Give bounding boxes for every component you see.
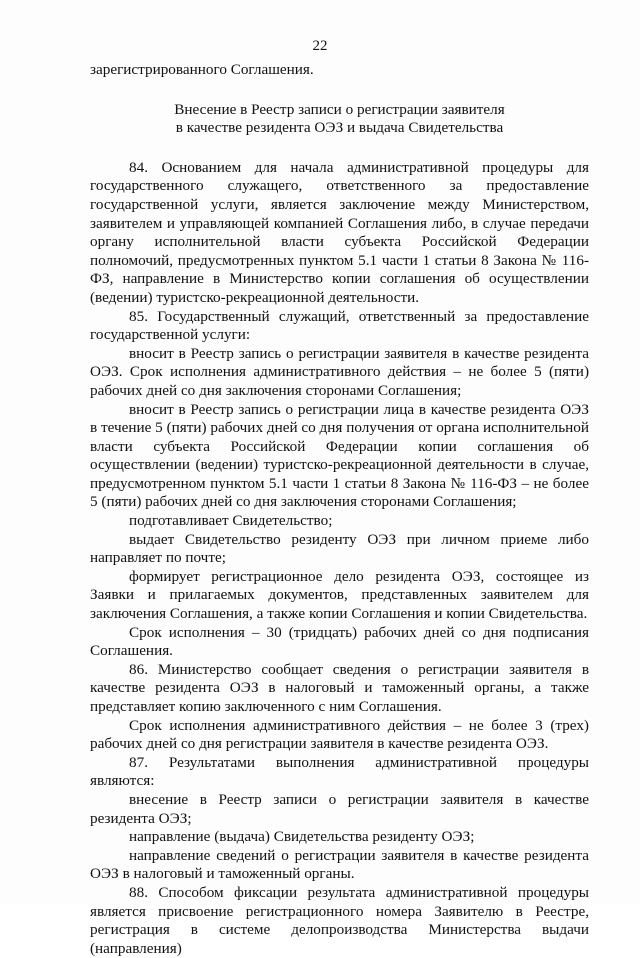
document-body <box>90 61 589 958</box>
paragraph-85-item-1: вносит в Реестр запись о регистрации заявителя в качестве резидента ОЭЗ. Срок исполнения административного действия – не более 5 (пяти) рабочих дней со дня заключения сторонами Соглашения; <box>90 344 589 399</box>
paragraph-85-item-4: выдает Свидетельство резиденту ОЭЗ при личном приеме либо направляет по почте; <box>90 530 589 567</box>
paragraph-85-item-5: формирует регистрационное дело резидента ОЭЗ, состоящее из Заявки и прилагаемых документов, представленных заявителем для заключения Соглашения, а также копии Соглашения и копии Свидетельства. <box>90 567 589 623</box>
paragraph-88: 88. Способом фиксации результата административной процедуры является присвоение регистрационного номера Заявителю в Реестре, регистрация в системе делопроизводства Министерства выдачи (направления) <box>90 883 589 957</box>
lead-line: зарегистрированного Соглашения. <box>90 61 314 78</box>
paragraph-87-item-2: направление (выдача) Свидетельства резиденту ОЭЗ; <box>129 828 475 846</box>
paragraph-87-item-1: внесение в Реестр записи о регистрации заявителя в качестве резидента ОЭЗ; <box>90 790 589 827</box>
section-heading-line-2: в качестве резидента ОЭЗ и выдача Свидетельства <box>175 119 504 137</box>
paragraph-85-term: Срок исполнения – 30 (тридцать) рабочих дней со дня подписания Соглашения. <box>90 623 589 660</box>
paragraph-87-item-3: направление сведений о регистрации заявителя в качестве резидента ОЭЗ в налоговый и таможенный органы. <box>90 846 589 883</box>
paragraph-86-term: Срок исполнения административного действия – не более 3 (трех) рабочих дней со дня регистрации заявителя в качестве резидента ОЭЗ. <box>90 716 589 753</box>
paragraph-87: 87. Результатами выполнения административной процедуры являются: <box>90 753 589 790</box>
paragraph-86: 86. Министерство сообщает сведения о регистрации заявителя в качестве резидента ОЭЗ в налоговый и таможенный органы, а также представляет копию заключенного с ним Соглашения. <box>90 660 589 715</box>
page-number: 22 <box>312 38 328 54</box>
paragraph-85: 85. Государственный служащий, ответственный за предоставление государственной услуги: <box>90 307 589 344</box>
section-heading-line-1: Внесение в Реестр записи о регистрации заявителя <box>174 100 505 118</box>
paragraph-85-item-2: вносит в Реестр запись о регистрации лица в качестве резидента ОЭЗ в течение 5 (пяти) рабочих дней со дня получения от органа исполнительной власти субъекта Российской Федерации копии соглашения об осуществлении (ведении) туристско-рекреационной деятельности в случае, предусмотренном пунктом 5.1 части 1 статьи 8 Закона № 116-ФЗ – не более 5 (пяти) рабочих дней со дня заключения сторонами Соглашения; <box>90 400 589 511</box>
section-heading <box>90 101 589 138</box>
paragraph-84: 84. Основанием для начала административной процедуры для государственного служащего, ответственного за предоставление государственной услуги, является заключение между Министерством, заявителем и управляющей компанией Соглашения либо, в случае передачи органу исполнительной власти субъекта Российской Федерации полномочий, предусмотренных пунктом 5.1 части 1 статьи 8 Закона № 116-ФЗ, направление в Министерство копии соглашения об осуществлении (ведении) туристско-рекреационной деятельности. <box>90 158 589 306</box>
paragraph-85-item-3: подготавливает Свидетельство; <box>129 512 333 530</box>
